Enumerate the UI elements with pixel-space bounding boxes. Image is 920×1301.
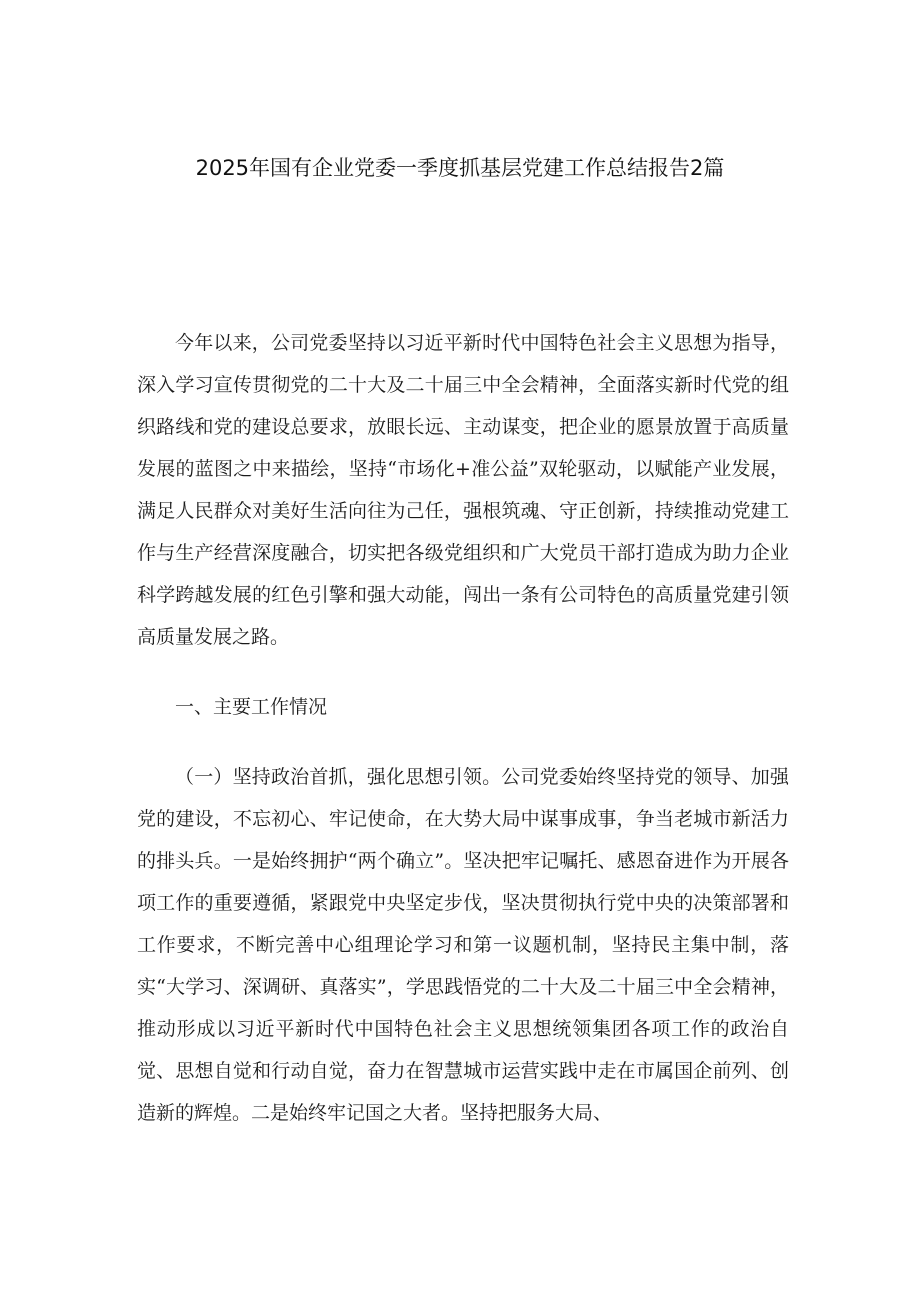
document-body xyxy=(137,322,789,1134)
document-title: 2025年国有企业党委一季度抓基层党建工作总结报告2篇 xyxy=(195,156,725,180)
section-paragraph: （一）坚持政治首抓，强化思想引领。公司党委始终坚持党的领导、加强党的建设，不忘初心、牢记使命，在大势大局中谋事成事，争当老城市新活力的排头兵。一是始终拥护“两个确立”。坚决把牢记嘱托、感恩奋进作为开展各项工作的重要遵循，紧跟党中央坚定步伐，坚决贯彻执行党中央的决策部署和工作要求，不断完善中心组理论学习和第一议题机制，坚持民主集中制，落实“大学习、深调研、真落实”，学思践悟党的二十大及二十届三中全会精神，推动形成以习近平新时代中国特色社会主义思想统领集团各项工作的政治自觉、思想自觉和行动自觉，奋力在智慧城市运营实践中走在市属国企前列、创造新的辉煌。二是始终牢记国之大者。坚持把服务大局、 xyxy=(137,766,789,1124)
section-heading: 一、主要工作情况 xyxy=(175,696,328,718)
intro-paragraph: 今年以来，公司党委坚持以习近平新时代中国特色社会主义思想为指导，深入学习宣传贯彻党的二十大及二十届三中全会精神，全面落实新时代党的组织路线和党的建设总要求，放眼长远、主动谋变，把企业的愿景放置于高质量发展的蓝图之中来描绘，坚持“市场化+准公益”双轮驱动，以赋能产业发展，满足人民群众对美好生活向往为己任，强根筑魂、守正创新，持续推动党建工作与生产经营深度融合，切实把各级党组织和广大党员干部打造成为助力企业科学跨越发展的红色引擎和强大动能，闯出一条有公司特色的高质量党建引领高质量发展之路。 xyxy=(137,332,789,648)
